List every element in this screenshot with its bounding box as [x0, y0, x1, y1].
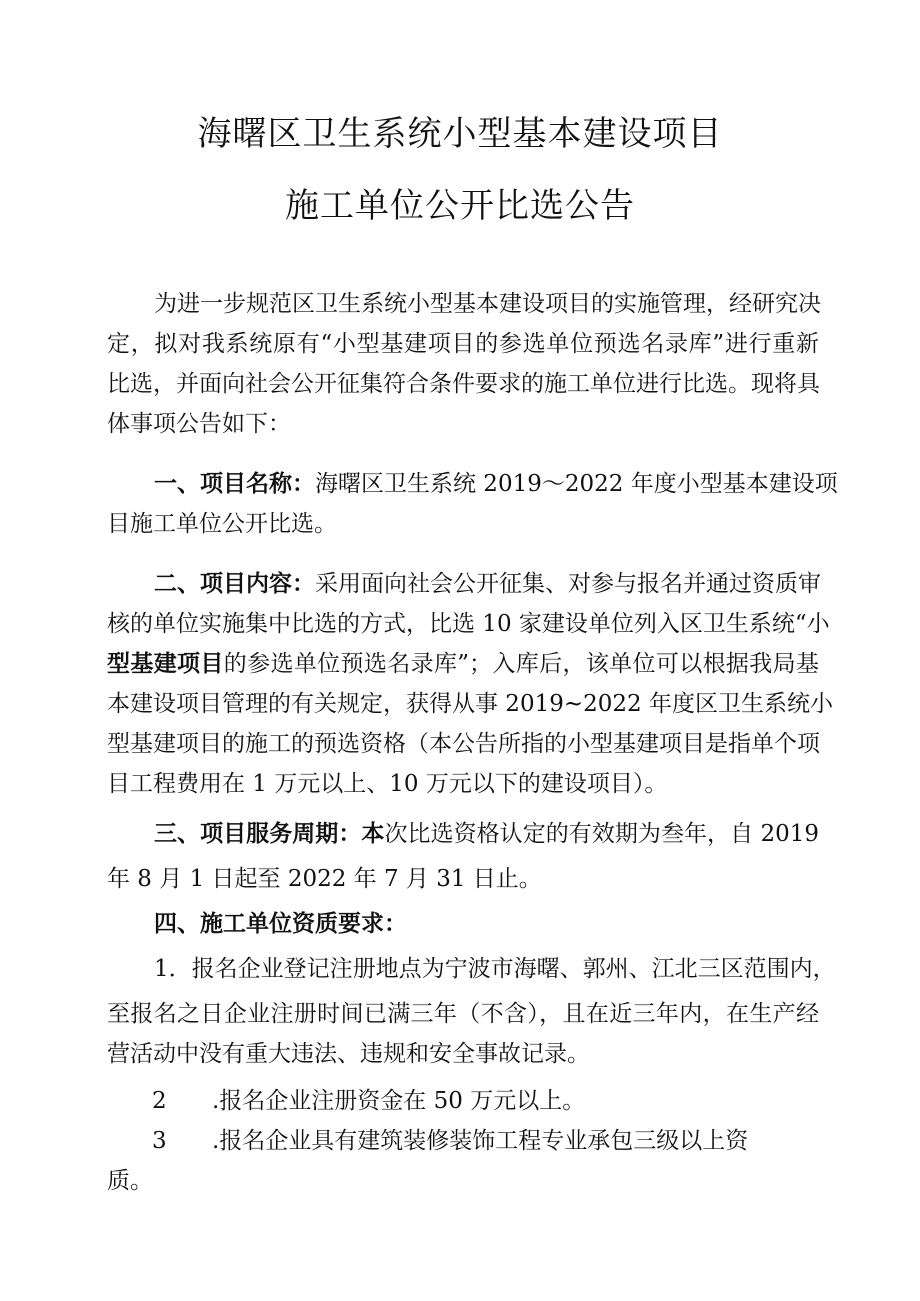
section-2-line-4: 本建设项目管理的有关规定，获得从事 2019~2022 年度区卫生系统小 [107, 691, 833, 717]
intro-line-4: 体事项公告如下： [107, 411, 291, 437]
section-2-line-1 [154, 567, 819, 601]
document-title-line-1: 海曙区卫生系统小型基本建设项目 [197, 114, 723, 154]
section-4-item-1-line-3: 营活动中没有重大违法、违规和安全事故记录。 [107, 1041, 590, 1067]
section-3-heading: 三、项目服务周期： [154, 820, 362, 847]
section-3-text: 次比选资格认定的有效期为叁年，自 2019 [384, 821, 819, 847]
section-2-line-5: 型基建项目的施工的预选资格（本公告所指的小型基建项目是指单个项 [107, 731, 820, 757]
intro-line-1: 为进一步规范区卫生系统小型基本建设项目的实施管理，经研究决 [154, 291, 821, 317]
section-4-item-3-number: 3 [152, 1128, 167, 1154]
section-2-heading: 二、项目内容： [154, 570, 315, 597]
section-3-bold-word: 本 [361, 820, 385, 847]
section-2-text: 采用面向社会公开征集、对参与报名并通过资质审 [315, 571, 821, 597]
section-1-line-1 [154, 467, 838, 501]
section-4-item-2-text: .报名企业注册资金在 50 万元以上。 [212, 1088, 586, 1114]
section-2-line-3 [107, 647, 819, 681]
section-4-item-1-line-1: 1．报名企业登记注册地点为宁波市海曙、郭州、江北三区范围内， [154, 956, 836, 982]
section-4-item-3-line-2: 质。 [107, 1168, 153, 1194]
section-4-heading: 四、施工单位资质要求： [154, 910, 407, 937]
section-2-line-3-text: 的参选单位预选名录库”；入库后，该单位可以根据我局基 [223, 651, 819, 677]
document-title-line-2: 施工单位公开比选公告 [285, 186, 635, 226]
section-4-item-3-text: .报名企业具有建筑装修装饰工程专业承包三级以上资 [212, 1128, 749, 1154]
section-4-item-1-line-2: 至报名之日企业注册时间已满三年（不含），且在近三年内，在生产经 [107, 1001, 819, 1027]
section-3-line-2: 年 8 月 1 日起至 2022 年 7 月 31 日止。 [107, 866, 542, 892]
section-2-bold-term: 型基建项目 [107, 650, 224, 677]
section-2-line-6: 目工程费用在 1 万元以上、10 万元以下的建设项目）。 [107, 771, 668, 797]
intro-line-3: 比选，并面向社会公开征集符合条件要求的施工单位进行比选。现将具 [107, 371, 820, 397]
section-1-heading: 一、项目名称： [154, 470, 315, 497]
section-1-text: 海曙区卫生系统 2019～2022 年度小型基本建设项 [315, 471, 838, 497]
section-1-line-2: 目施工单位公开比选。 [107, 511, 337, 537]
intro-line-2: 定，拟对我系统原有“小型基建项目的参选单位预选名录库”进行重新 [107, 331, 819, 357]
section-2-line-2: 核的单位实施集中比选的方式，比选 10 家建设单位列入区卫生系统“小 [107, 611, 830, 637]
section-4-item-2-number: 2 [152, 1088, 167, 1114]
section-3-line-1 [154, 817, 819, 851]
